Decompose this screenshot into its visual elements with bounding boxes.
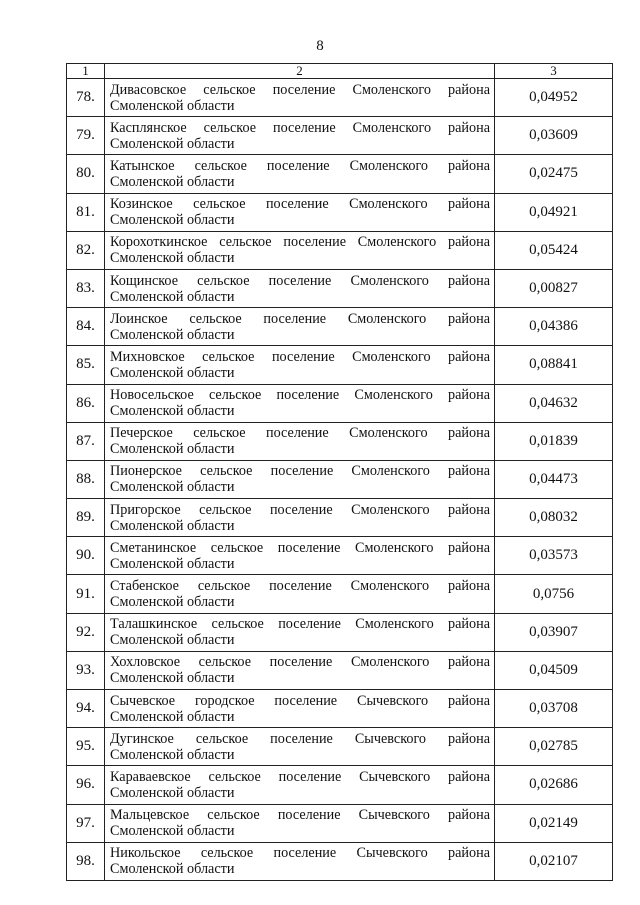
coefficient-value: 0,01839 [495,422,613,460]
row-number: 94. [67,690,105,728]
settlement-name-line2: Смоленской области [110,403,235,420]
settlement-name-cell [105,193,495,231]
settlement-name-cell [105,308,495,346]
row-number: 81. [67,193,105,231]
table-row [67,346,613,384]
settlement-name-cell [105,460,495,498]
header-col-2: 2 [105,64,495,79]
table-row [67,499,613,537]
settlement-name-line1: Корохоткинское сельское поселение Смоленского района [110,234,490,251]
settlement-name-cell [105,79,495,117]
coefficient-value: 0,04921 [495,193,613,231]
settlement-name-line1: Дивасовское сельское поселение Смоленского района [110,81,490,98]
table-row [67,231,613,269]
settlement-name-line2: Смоленской области [110,212,235,229]
row-number: 85. [67,346,105,384]
coefficient-value: 0,03708 [495,690,613,728]
settlement-name-line2: Смоленской области [110,97,235,114]
settlement-name-cell [105,155,495,193]
coefficient-value: 0,02149 [495,804,613,842]
row-number: 98. [67,842,105,880]
settlement-name-cell [105,766,495,804]
row-number: 87. [67,422,105,460]
settlement-name-cell [105,690,495,728]
coefficient-value: 0,04473 [495,460,613,498]
settlement-name-line1: Мальцевское сельское поселение Сычевского района [110,807,490,824]
row-number: 89. [67,499,105,537]
settlement-name-line2: Смоленской области [110,479,235,496]
settlement-name-line2: Смоленской области [110,288,235,305]
coefficient-value: 0,02785 [495,728,613,766]
settlement-name-line1: Касплянское сельское поселение Смоленского района [110,119,490,136]
row-number: 84. [67,308,105,346]
settlement-name-line2: Смоленской области [110,708,235,725]
table-row [67,460,613,498]
table-row [67,308,613,346]
settlement-name-line1: Сметанинское сельское поселение Смоленского района [110,539,490,556]
table-row [67,155,613,193]
table-row [67,804,613,842]
table-row [67,422,613,460]
row-number: 95. [67,728,105,766]
coefficient-value: 0,04386 [495,308,613,346]
coefficient-value: 0,00827 [495,269,613,307]
coefficient-value: 0,03907 [495,613,613,651]
settlement-name-cell [105,499,495,537]
table-row [67,537,613,575]
settlement-name-cell [105,651,495,689]
header-col-3: 3 [495,64,613,79]
coefficient-value: 0,03573 [495,537,613,575]
table-row [67,117,613,155]
settlement-name-line2: Смоленской области [110,823,235,840]
settlement-name-cell [105,728,495,766]
settlement-name-line2: Смоленской области [110,670,235,687]
settlement-name-cell [105,269,495,307]
row-number: 82. [67,231,105,269]
settlement-name-cell [105,804,495,842]
coefficient-value: 0,02686 [495,766,613,804]
row-number: 92. [67,613,105,651]
settlement-name-cell [105,613,495,651]
page-number: 8 [316,38,324,54]
settlement-name-line2: Смоленской области [110,364,235,381]
settlement-name-line2: Смоленской области [110,441,235,458]
coefficient-value: 0,05424 [495,231,613,269]
row-number: 83. [67,269,105,307]
settlement-name-line2: Смоленской области [110,555,235,572]
settlement-name-cell [105,842,495,880]
settlement-name-line2: Смоленской области [110,250,235,267]
settlement-name-cell [105,422,495,460]
settlement-name-cell [105,231,495,269]
row-number: 80. [67,155,105,193]
settlement-name-line1: Талашкинское сельское поселение Смоленского района [110,616,490,633]
settlement-name-line1: Катынское сельское поселение Смоленского района [110,157,490,174]
settlement-name-line1: Стабенское сельское поселение Смоленского района [110,578,490,595]
table-header-row [67,64,613,79]
settlement-name-line1: Никольское сельское поселение Сычевского района [110,845,490,862]
row-number: 79. [67,117,105,155]
coefficient-value: 0,0756 [495,575,613,613]
table-row [67,575,613,613]
row-number: 78. [67,79,105,117]
settlement-name-cell [105,117,495,155]
settlement-name-line2: Смоленской области [110,594,235,611]
settlement-name-line1: Пригорское сельское поселение Смоленского района [110,501,490,518]
settlement-name-line2: Смоленской области [110,517,235,534]
table-row [67,690,613,728]
table-row [67,613,613,651]
settlement-name-line1: Печерское сельское поселение Смоленского района [110,425,490,442]
settlement-name-line2: Смоленской области [110,135,235,152]
table-row [67,193,613,231]
row-number: 88. [67,460,105,498]
coefficient-value: 0,04952 [495,79,613,117]
coefficient-value: 0,03609 [495,117,613,155]
settlement-name-cell [105,384,495,422]
settlement-name-line2: Смоленской области [110,746,235,763]
coefficient-value: 0,04632 [495,384,613,422]
settlement-name-line1: Козинское сельское поселение Смоленского района [110,196,490,213]
settlement-name-cell [105,537,495,575]
settlement-name-line2: Смоленской области [110,326,235,343]
settlement-name-line1: Лоинское сельское поселение Смоленского района [110,310,490,327]
settlement-name-line2: Смоленской области [110,784,235,801]
settlement-name-line1: Пионерское сельское поселение Смоленского района [110,463,490,480]
row-number: 93. [67,651,105,689]
coefficient-value: 0,08032 [495,499,613,537]
row-number: 91. [67,575,105,613]
row-number: 86. [67,384,105,422]
table-row [67,384,613,422]
row-number: 90. [67,537,105,575]
settlement-name-line2: Смоленской области [110,173,235,190]
row-number: 96. [67,766,105,804]
settlement-name-line1: Дугинское сельское поселение Сычевского района [110,730,490,747]
table-row [67,728,613,766]
settlement-name-line2: Смоленской области [110,632,235,649]
settlement-name-line1: Михновское сельское поселение Смоленского района [110,348,490,365]
settlement-name-line2: Смоленской области [110,861,235,878]
settlement-name-line1: Кощинское сельское поселение Смоленского района [110,272,490,289]
table-row [67,269,613,307]
table-row [67,79,613,117]
settlement-name-cell [105,575,495,613]
table-row [67,651,613,689]
coefficient-value: 0,02107 [495,842,613,880]
settlement-name-line1: Караваевское сельское поселение Сычевского района [110,768,490,785]
coefficient-value: 0,04509 [495,651,613,689]
coefficient-value: 0,08841 [495,346,613,384]
settlement-name-line1: Новосельское сельское поселение Смоленского района [110,387,490,404]
settlement-name-line1: Сычевское городское поселение Сычевского района [110,692,490,709]
settlement-name-cell [105,346,495,384]
settlement-name-line1: Хохловское сельское поселение Смоленского района [110,654,490,671]
coefficient-value: 0,02475 [495,155,613,193]
table-row [67,766,613,804]
header-col-1: 1 [67,64,105,79]
row-number: 97. [67,804,105,842]
data-table [66,63,613,881]
table-row [67,842,613,880]
